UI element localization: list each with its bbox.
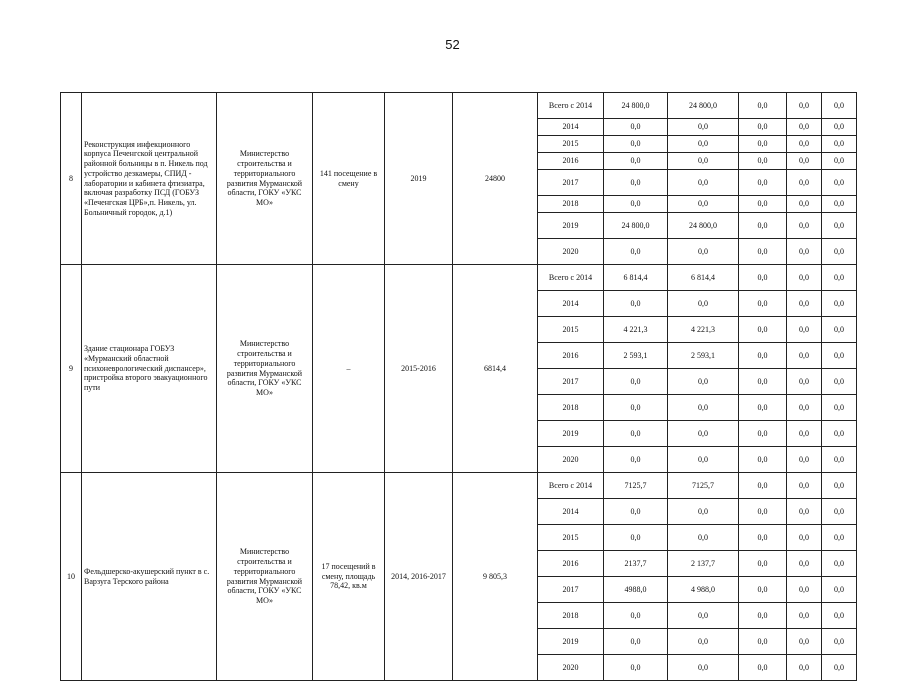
value-cell: 0,0 xyxy=(822,170,857,196)
value-cell: 0,0 xyxy=(787,525,822,551)
value-cell: 0,0 xyxy=(668,170,739,196)
value-cell: 0,0 xyxy=(668,421,739,447)
customer-cell: Министерство строительства и территориального развития Мурманской области, ГОКУ «УКС МО» xyxy=(217,93,313,265)
year-cell: 2015 xyxy=(538,136,604,153)
value-cell: 0,0 xyxy=(739,525,787,551)
value-cell: 0,0 xyxy=(787,291,822,317)
value-cell: 0,0 xyxy=(668,153,739,170)
value-cell: 0,0 xyxy=(822,153,857,170)
value-cell: 0,0 xyxy=(739,447,787,473)
object-name: Здание стационара ГОБУЗ «Мурманский областной психоневрологический диспансер», пристройка второго эвакуационного пути xyxy=(82,265,217,473)
year-cell: 2017 xyxy=(538,577,604,603)
value-cell: 7125,7 xyxy=(668,473,739,499)
value-cell: 0,0 xyxy=(668,196,739,213)
value-cell: 0,0 xyxy=(787,369,822,395)
value-cell: 0,0 xyxy=(739,655,787,681)
value-cell: 0,0 xyxy=(668,629,739,655)
value-cell: 0,0 xyxy=(822,499,857,525)
value-cell: 0,0 xyxy=(739,213,787,239)
value-cell: 0,0 xyxy=(604,525,668,551)
year-cell: 2018 xyxy=(538,603,604,629)
value-cell: 0,0 xyxy=(787,153,822,170)
value-cell: 4 221,3 xyxy=(668,317,739,343)
value-cell: 0,0 xyxy=(604,421,668,447)
value-cell: 0,0 xyxy=(822,213,857,239)
year-cell: 2017 xyxy=(538,170,604,196)
value-cell: 0,0 xyxy=(739,421,787,447)
value-cell: 0,0 xyxy=(787,447,822,473)
value-cell: 0,0 xyxy=(668,447,739,473)
year-cell: 2015 xyxy=(538,525,604,551)
value-cell: 0,0 xyxy=(822,265,857,291)
value-cell: 24 800,0 xyxy=(604,213,668,239)
value-cell: 0,0 xyxy=(787,395,822,421)
value-cell: 6 814,4 xyxy=(668,265,739,291)
value-cell: 0,0 xyxy=(739,119,787,136)
value-cell: 0,0 xyxy=(787,317,822,343)
value-cell: 0,0 xyxy=(787,655,822,681)
value-cell: 0,0 xyxy=(604,629,668,655)
value-cell: 0,0 xyxy=(822,395,857,421)
value-cell: 0,0 xyxy=(604,136,668,153)
value-cell: 0,0 xyxy=(822,551,857,577)
year-cell: 2016 xyxy=(538,153,604,170)
value-cell: 0,0 xyxy=(787,136,822,153)
data-table xyxy=(60,92,857,681)
value-cell: 0,0 xyxy=(787,343,822,369)
value-cell: 0,0 xyxy=(604,170,668,196)
capacity-cell: 141 посещение в смену xyxy=(313,93,385,265)
value-cell: 0,0 xyxy=(739,196,787,213)
value-cell: 0,0 xyxy=(604,655,668,681)
value-cell: 4988,0 xyxy=(604,577,668,603)
value-cell: 0,0 xyxy=(668,525,739,551)
value-cell: 0,0 xyxy=(822,629,857,655)
page-number: 52 xyxy=(445,37,460,52)
value-cell: 0,0 xyxy=(787,577,822,603)
value-cell: 4 988,0 xyxy=(668,577,739,603)
value-cell: 0,0 xyxy=(668,291,739,317)
value-cell: 0,0 xyxy=(787,93,822,119)
value-cell: 0,0 xyxy=(822,196,857,213)
value-cell: 0,0 xyxy=(668,239,739,265)
value-cell: 0,0 xyxy=(822,136,857,153)
value-cell: 0,0 xyxy=(787,239,822,265)
value-cell: 0,0 xyxy=(739,153,787,170)
value-cell: 0,0 xyxy=(822,473,857,499)
value-cell: 2 593,1 xyxy=(668,343,739,369)
value-cell: 0,0 xyxy=(739,473,787,499)
value-cell: 0,0 xyxy=(822,525,857,551)
value-cell: 0,0 xyxy=(604,395,668,421)
value-cell: 0,0 xyxy=(604,447,668,473)
value-cell: 0,0 xyxy=(739,291,787,317)
year-cell: 2020 xyxy=(538,447,604,473)
value-cell: 6 814,4 xyxy=(604,265,668,291)
table-row xyxy=(61,265,857,291)
value-cell: 0,0 xyxy=(822,343,857,369)
table-row xyxy=(61,473,857,499)
value-cell: 2137,7 xyxy=(604,551,668,577)
value-cell: 0,0 xyxy=(787,213,822,239)
object-number: 9 xyxy=(61,265,82,473)
value-cell: 2 137,7 xyxy=(668,551,739,577)
year-cell: Всего с 2014 xyxy=(538,473,604,499)
value-cell: 0,0 xyxy=(739,369,787,395)
value-cell: 0,0 xyxy=(787,421,822,447)
value-cell: 0,0 xyxy=(739,136,787,153)
capacity-cell: – xyxy=(313,265,385,473)
value-cell: 0,0 xyxy=(604,291,668,317)
value-cell: 0,0 xyxy=(822,421,857,447)
value-cell: 0,0 xyxy=(604,239,668,265)
value-cell: 0,0 xyxy=(739,629,787,655)
value-cell: 0,0 xyxy=(668,499,739,525)
value-cell: 0,0 xyxy=(822,447,857,473)
year-cell: 2014 xyxy=(538,291,604,317)
value-cell: 0,0 xyxy=(668,119,739,136)
value-cell: 0,0 xyxy=(739,551,787,577)
value-cell: 0,0 xyxy=(668,136,739,153)
year-cell: 2014 xyxy=(538,499,604,525)
years-cell: 2014, 2016-2017 xyxy=(385,473,453,681)
year-cell: 2016 xyxy=(538,343,604,369)
year-cell: 2020 xyxy=(538,655,604,681)
year-cell: 2018 xyxy=(538,196,604,213)
year-cell: 2019 xyxy=(538,421,604,447)
years-cell: 2019 xyxy=(385,93,453,265)
value-cell: 0,0 xyxy=(668,655,739,681)
object-name: Фельдшерско-акушерский пункт в с. Варзуга Терского района xyxy=(82,473,217,681)
value-cell: 0,0 xyxy=(822,291,857,317)
value-cell: 0,0 xyxy=(739,603,787,629)
value-cell: 0,0 xyxy=(604,499,668,525)
year-cell: 2018 xyxy=(538,395,604,421)
value-cell: 0,0 xyxy=(822,369,857,395)
value-cell: 0,0 xyxy=(739,499,787,525)
object-number: 8 xyxy=(61,93,82,265)
value-cell: 0,0 xyxy=(739,317,787,343)
year-cell: 2020 xyxy=(538,239,604,265)
value-cell: 0,0 xyxy=(739,170,787,196)
value-cell: 0,0 xyxy=(604,369,668,395)
value-cell: 0,0 xyxy=(822,93,857,119)
value-cell: 0,0 xyxy=(668,603,739,629)
object-number: 10 xyxy=(61,473,82,681)
value-cell: 0,0 xyxy=(822,655,857,681)
value-cell: 0,0 xyxy=(604,119,668,136)
year-cell: Всего с 2014 xyxy=(538,93,604,119)
value-cell: 24 800,0 xyxy=(604,93,668,119)
value-cell: 0,0 xyxy=(739,577,787,603)
value-cell: 0,0 xyxy=(787,551,822,577)
year-cell: 2015 xyxy=(538,317,604,343)
value-cell: 0,0 xyxy=(739,343,787,369)
value-cell: 0,0 xyxy=(822,317,857,343)
value-cell: 2 593,1 xyxy=(604,343,668,369)
value-cell: 0,0 xyxy=(739,265,787,291)
value-cell: 0,0 xyxy=(787,603,822,629)
value-cell: 24 800,0 xyxy=(668,93,739,119)
value-cell: 0,0 xyxy=(739,395,787,421)
value-cell: 0,0 xyxy=(787,170,822,196)
years-cell: 2015-2016 xyxy=(385,265,453,473)
value-cell: 0,0 xyxy=(604,603,668,629)
value-cell: 0,0 xyxy=(822,119,857,136)
value-cell: 0,0 xyxy=(604,153,668,170)
object-name: Реконструкция инфекционного корпуса Печенгской центральной районной больницы в п. Никель под устройство дезкамеры, СПИД - лаборатории и кабинета фтизиатра, включая разработку ПСД (ГОБУЗ «Печенгская ЦРБ»,п. Никель, ул. Больничный городок, д.1) xyxy=(82,93,217,265)
value-cell: 0,0 xyxy=(668,395,739,421)
value-cell: 0,0 xyxy=(787,196,822,213)
value-cell: 0,0 xyxy=(739,93,787,119)
value-cell: 0,0 xyxy=(787,473,822,499)
cost-cell: 24800 xyxy=(453,93,538,265)
year-cell: 2016 xyxy=(538,551,604,577)
cost-cell: 6814,4 xyxy=(453,265,538,473)
value-cell: 0,0 xyxy=(787,629,822,655)
value-cell: 0,0 xyxy=(787,499,822,525)
year-cell: 2014 xyxy=(538,119,604,136)
year-cell: Всего с 2014 xyxy=(538,265,604,291)
value-cell: 7125,7 xyxy=(604,473,668,499)
value-cell: 24 800,0 xyxy=(668,213,739,239)
value-cell: 0,0 xyxy=(604,196,668,213)
value-cell: 0,0 xyxy=(668,369,739,395)
value-cell: 0,0 xyxy=(787,265,822,291)
cost-cell: 9 805,3 xyxy=(453,473,538,681)
value-cell: 0,0 xyxy=(787,119,822,136)
capacity-cell: 17 посещений в смену, площадь 78,42, кв.м xyxy=(313,473,385,681)
value-cell: 0,0 xyxy=(822,603,857,629)
value-cell: 0,0 xyxy=(739,239,787,265)
customer-cell: Министерство строительства и территориального развития Мурманской области, ГОКУ «УКС МО» xyxy=(217,473,313,681)
year-cell: 2017 xyxy=(538,369,604,395)
table-row xyxy=(61,93,857,119)
year-cell: 2019 xyxy=(538,213,604,239)
value-cell: 0,0 xyxy=(822,239,857,265)
customer-cell: Министерство строительства и территориального развития Мурманской области, ГОКУ «УКС МО» xyxy=(217,265,313,473)
value-cell: 4 221,3 xyxy=(604,317,668,343)
value-cell: 0,0 xyxy=(822,577,857,603)
year-cell: 2019 xyxy=(538,629,604,655)
table-body xyxy=(61,93,857,681)
